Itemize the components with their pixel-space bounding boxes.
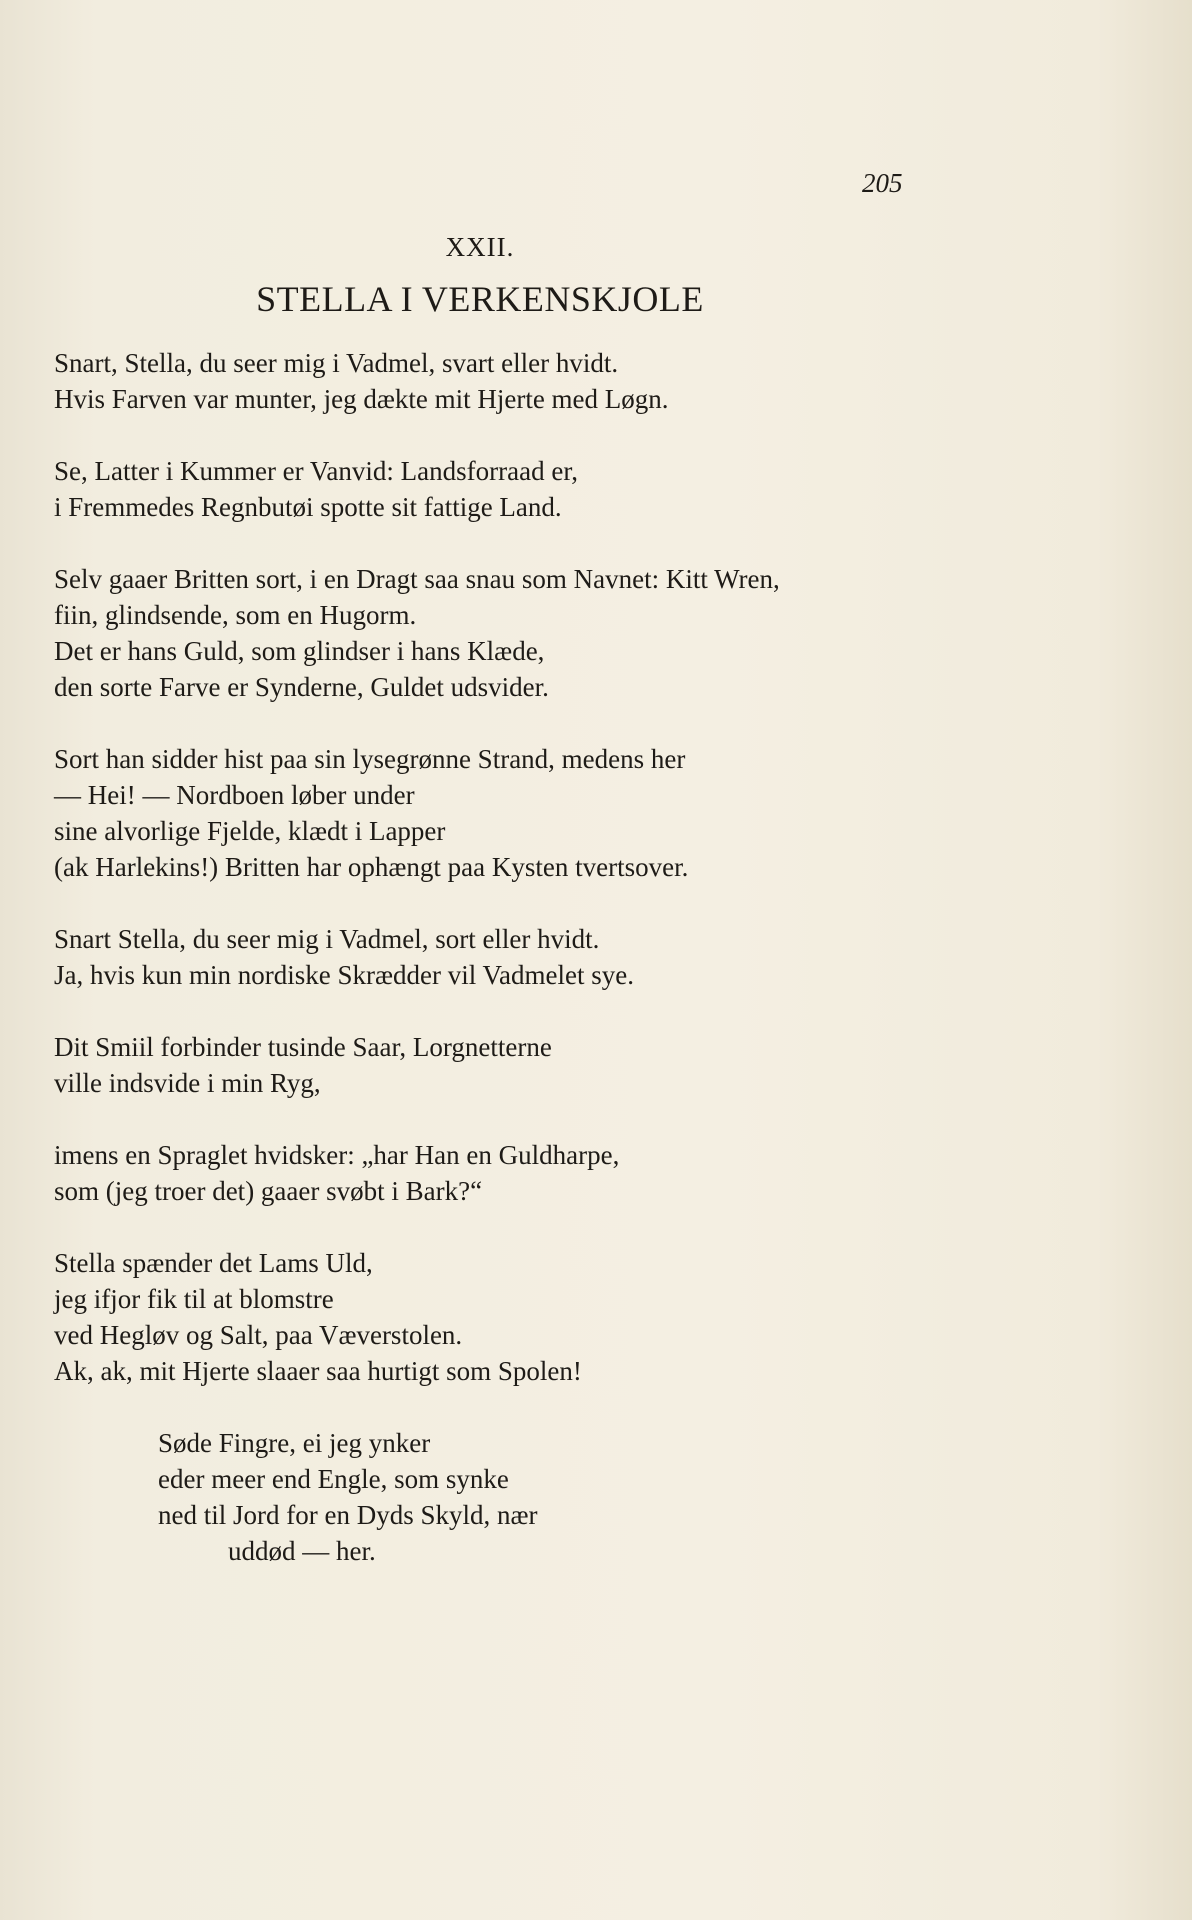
- stanza-3: [54, 561, 934, 705]
- poem-line: — Hei! — Nordboen løber under: [54, 780, 415, 810]
- stanza-1: [54, 345, 934, 417]
- stanza-9: [158, 1425, 934, 1569]
- chapter-number: XXII.: [445, 232, 515, 262]
- poem-line: Søde Fingre, ei jeg ynker: [158, 1428, 431, 1458]
- poem-line: Det er hans Guld, som glindser i hans Klæde,: [54, 636, 545, 666]
- poem-line: som (jeg troer det) gaaer svøbt i Bark?“: [54, 1176, 483, 1206]
- poem-line: uddød — her.: [228, 1536, 376, 1566]
- poem-line: Dit Smiil forbinder tusinde Saar, Lorgnetterne: [54, 1032, 552, 1062]
- poem-line: Hvis Farven var munter, jeg dækte mit Hjerte med Løgn.: [54, 384, 669, 414]
- poem-line: ved Hegløv og Salt, paa Væverstolen.: [54, 1320, 463, 1350]
- stanza-5: [54, 921, 934, 993]
- poem-line: (ak Harlekins!) Britten har ophængt paa Kysten tvertsover.: [54, 852, 689, 882]
- poem-line: Se, Latter i Kummer er Vanvid: Landsforraad er,: [54, 456, 578, 486]
- poem-line: Sort han sidder hist paa sin lysegrønne Strand, medens her: [54, 744, 686, 774]
- poem-line: Stella spænder det Lams Uld,: [54, 1248, 373, 1278]
- poem-line: i Fremmedes Regnbutøi spotte sit fattige Land.: [54, 492, 562, 522]
- stanza-2: [54, 453, 934, 525]
- poem-line: sine alvorlige Fjelde, klædt i Lapper: [54, 816, 446, 846]
- poem-line: Snart Stella, du seer mig i Vadmel, sort eller hvidt.: [54, 924, 600, 954]
- stanza-8: [54, 1245, 934, 1389]
- poem-line: fiin, glindsende, som en Hugorm.: [54, 600, 417, 630]
- poem-line: Ak, ak, mit Hjerte slaaer saa hurtigt som Spolen!: [54, 1356, 582, 1386]
- poem-line: Ja, hvis kun min nordiske Skrædder vil Vadmelet sye.: [54, 960, 634, 990]
- poem-line: den sorte Farve er Synderne, Guldet udsvider.: [54, 672, 549, 702]
- poem-line: ned til Jord for en Dyds Skyld, nær: [158, 1500, 538, 1530]
- poem-line: eder meer end Engle, som synke: [158, 1464, 509, 1494]
- poem-line: Snart, Stella, du seer mig i Vadmel, svart eller hvidt.: [54, 348, 619, 378]
- poem-body: [54, 345, 934, 1605]
- stanza-4: [54, 741, 934, 885]
- stanza-6: [54, 1029, 934, 1101]
- page-number: 205: [862, 168, 903, 198]
- poem-line: Selv gaaer Britten sort, i en Dragt saa snau som Navnet: Kitt Wren,: [54, 564, 780, 594]
- poem-line: jeg ifjor fik til at blomstre: [54, 1284, 334, 1314]
- poem-title: STELLA I VERKENSKJOLE: [256, 279, 704, 319]
- poem-line: imens en Spraglet hvidsker: „har Han en Guldharpe,: [54, 1140, 620, 1170]
- stanza-7: [54, 1137, 934, 1209]
- poem-line: ville indsvide i min Ryg,: [54, 1068, 321, 1098]
